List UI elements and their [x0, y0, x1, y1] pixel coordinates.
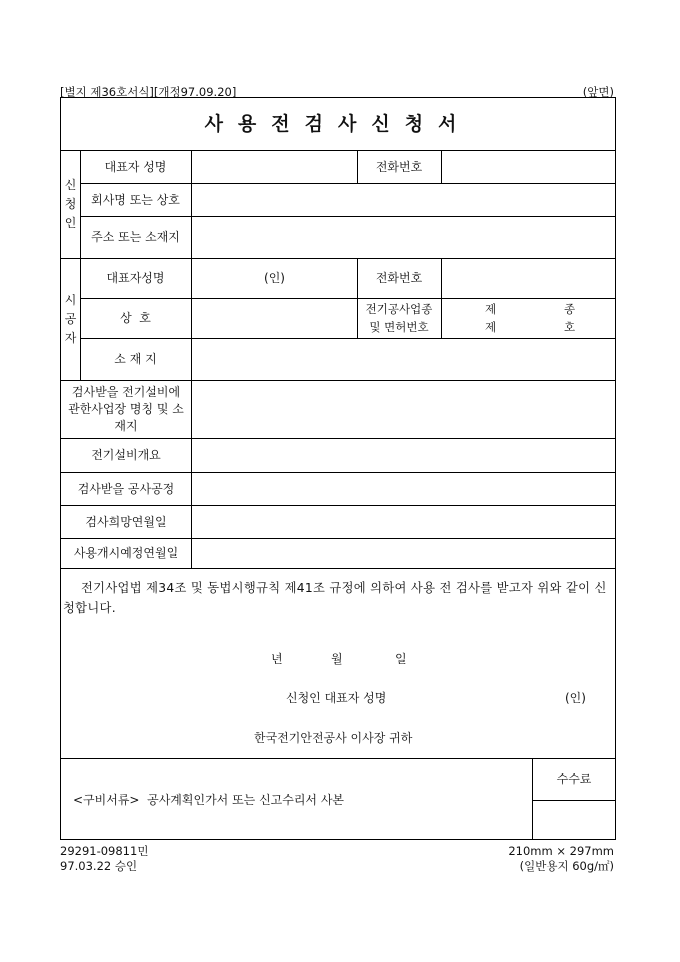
overview-field[interactable] — [192, 438, 615, 472]
contractor-phone-field[interactable] — [442, 258, 615, 298]
applicant-phone-label: 전화번호 — [375, 159, 423, 174]
applicant-company-field[interactable] — [192, 183, 615, 216]
footer-left — [60, 844, 148, 874]
declaration-text: 전기사업법 제34조 및 동법시행규칙 제41조 규정에 의하여 사용 전 검사를 받고자 위와 같이 신청합니다. — [63, 581, 607, 615]
applicant-section-label: 신 청 인 — [64, 177, 77, 230]
applicant-phone-field[interactable] — [442, 150, 615, 183]
start-date-label: 사용개시예정연월일 — [73, 546, 179, 560]
fee-field[interactable] — [533, 800, 615, 839]
license-field[interactable]: 제 종 제 호 — [485, 302, 576, 334]
applicant-rep-name-field[interactable] — [192, 150, 357, 183]
page-side: (앞면) — [582, 85, 614, 99]
facility-field[interactable] — [192, 380, 615, 438]
date-month: 월 — [331, 652, 343, 666]
signature-label: 신청인 대표자 성명 — [286, 691, 387, 705]
attachments-text: <구비서류> 공사계획인가서 또는 신고수리서 사본 — [73, 793, 345, 807]
license-label: 전기공사업종 및 면허번호 — [365, 302, 433, 334]
application-form — [60, 97, 616, 840]
desired-date-field[interactable] — [192, 505, 615, 538]
contractor-trade-name-field[interactable] — [192, 298, 357, 338]
process-label: 검사받을 공사공정 — [77, 481, 175, 496]
signature-seal: (인) — [565, 691, 586, 705]
applicant-company-label: 회사명 또는 상호 — [91, 192, 180, 207]
contractor-location-label: 소 재 지 — [114, 352, 157, 366]
approval-date: 97.03.22 승인 — [60, 859, 138, 873]
form-code: 29291-09811민 — [60, 844, 149, 858]
paper-type: (일반용지 60g/㎡) — [519, 859, 614, 873]
paper-size: 210mm × 297mm — [508, 844, 614, 858]
contractor-trade-name-label: 상 호 — [120, 311, 151, 325]
applicant-address-field[interactable] — [192, 216, 615, 258]
applicant-address-label: 주소 또는 소재지 — [91, 230, 180, 244]
fee-label: 수수료 — [556, 772, 592, 786]
applicant-rep-name-label: 대표자 성명 — [104, 159, 167, 174]
form-title: 사용전검사신청서 — [204, 113, 472, 135]
date-year: 년 — [271, 652, 283, 666]
start-date-field[interactable] — [192, 538, 615, 568]
process-field[interactable] — [192, 472, 615, 505]
overview-label: 전기설비개요 — [91, 448, 161, 462]
contractor-section-label: 시 공 자 — [64, 292, 77, 345]
contractor-rep-name-label: 대표자성명 — [106, 271, 165, 285]
facility-label: 검사받을 전기설비에 관한사업장 명칭 및 소재지 — [68, 384, 184, 433]
desired-date-label: 검사희망연월일 — [85, 514, 167, 529]
contractor-phone-label: 전화번호 — [375, 271, 423, 285]
contractor-location-field[interactable] — [192, 338, 615, 380]
footer-right — [508, 844, 614, 874]
form-number: [별지 제36호서식][개정97.09.20] — [60, 85, 237, 99]
contractor-seal: (인) — [264, 271, 285, 285]
date-day: 일 — [395, 652, 407, 666]
addressee: 한국전기안전공사 이사장 귀하 — [254, 731, 413, 745]
